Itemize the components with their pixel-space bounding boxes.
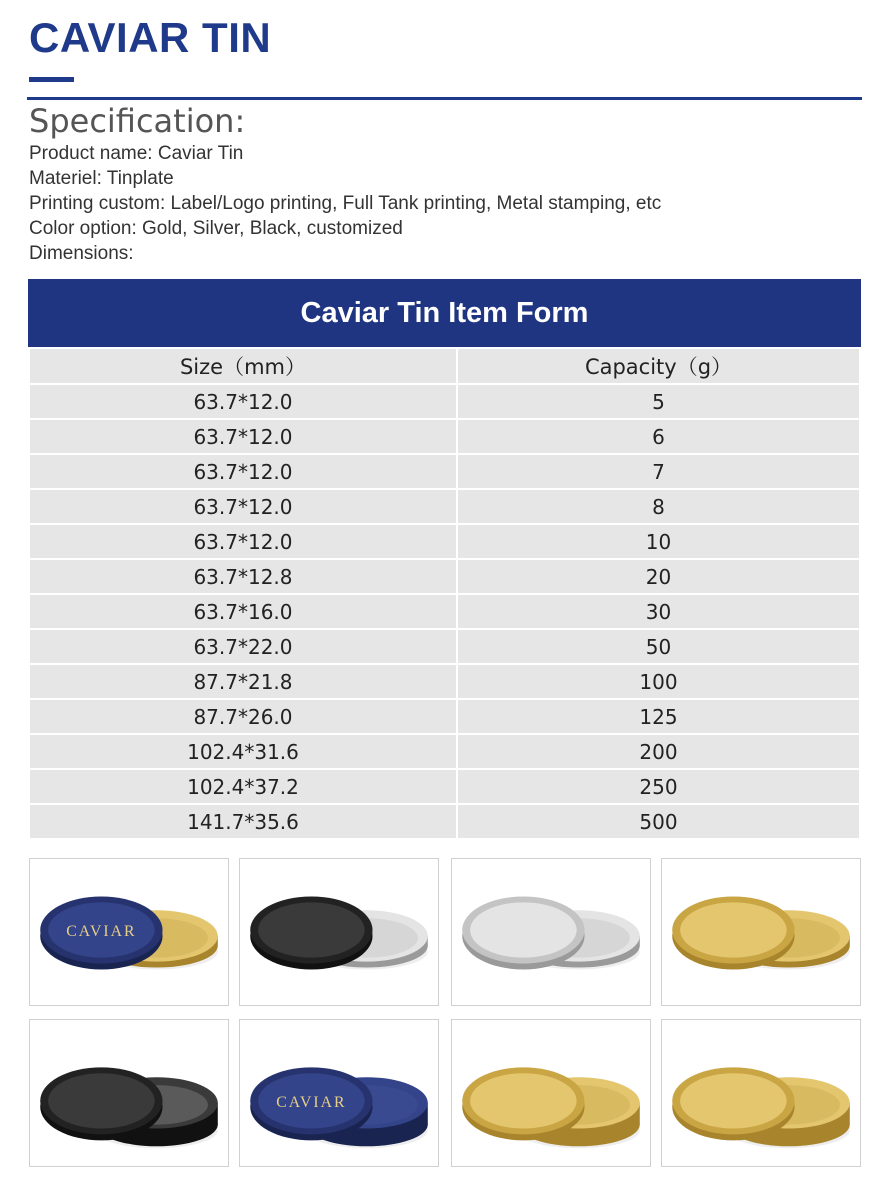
page-title: CAVIAR TIN bbox=[29, 14, 272, 61]
size-cell: 63.7*12.0 bbox=[29, 384, 457, 419]
capacity-cell: 30 bbox=[457, 594, 860, 629]
capacity-cell: 50 bbox=[457, 629, 860, 664]
size-cell: 63.7*12.8 bbox=[29, 559, 457, 594]
capacity-cell: 10 bbox=[457, 524, 860, 559]
table-row bbox=[29, 664, 860, 699]
tin-lid-face bbox=[680, 902, 787, 957]
tin-label-text: CAVIAR bbox=[276, 1093, 347, 1111]
table-row bbox=[29, 384, 860, 419]
tin-illustration bbox=[452, 859, 650, 1005]
capacity-cell: 6 bbox=[457, 419, 860, 454]
table-row bbox=[29, 804, 860, 839]
spec-heading: Specification: bbox=[29, 102, 246, 140]
tin-illustration bbox=[452, 1020, 650, 1166]
spec-color-option: Color option: Gold, Silver, Black, customized bbox=[29, 218, 403, 239]
spec-printing: Printing custom: Label/Logo printing, Full Tank printing, Metal stamping, etc bbox=[29, 193, 662, 214]
table-header-row bbox=[29, 348, 860, 384]
table-row bbox=[29, 419, 860, 454]
tin-lid-face bbox=[680, 1073, 787, 1128]
product-image-gold-deep-tin-2 bbox=[661, 1019, 861, 1167]
size-cell: 87.7*21.8 bbox=[29, 664, 457, 699]
title-underline bbox=[29, 77, 74, 82]
table-row bbox=[29, 454, 860, 489]
capacity-cell: 20 bbox=[457, 559, 860, 594]
capacity-cell: 5 bbox=[457, 384, 860, 419]
column-header-capacity: Capacity（g） bbox=[457, 348, 860, 384]
table-row bbox=[29, 699, 860, 734]
size-cell: 102.4*37.2 bbox=[29, 769, 457, 804]
capacity-cell: 7 bbox=[457, 454, 860, 489]
product-image-black-silver-tin bbox=[239, 858, 439, 1006]
capacity-cell: 8 bbox=[457, 489, 860, 524]
tin-lid-face bbox=[258, 902, 365, 957]
size-cell: 63.7*12.0 bbox=[29, 489, 457, 524]
spec-product-name: Product name: Caviar Tin bbox=[29, 143, 244, 164]
size-cell: 63.7*12.0 bbox=[29, 524, 457, 559]
table-row bbox=[29, 629, 860, 664]
product-image-silver-tin bbox=[451, 858, 651, 1006]
table-row bbox=[29, 489, 860, 524]
tin-illustration bbox=[30, 859, 228, 1005]
divider bbox=[27, 97, 862, 100]
table-row bbox=[29, 734, 860, 769]
product-image-gold-tin-caviar-label bbox=[29, 858, 229, 1006]
tin-illustration bbox=[240, 859, 438, 1005]
product-image-gold-tin bbox=[661, 858, 861, 1006]
table-row bbox=[29, 594, 860, 629]
product-image-gold-deep-tin bbox=[451, 1019, 651, 1167]
capacity-cell: 250 bbox=[457, 769, 860, 804]
table-row bbox=[29, 524, 860, 559]
size-cell: 63.7*16.0 bbox=[29, 594, 457, 629]
capacity-cell: 100 bbox=[457, 664, 860, 699]
capacity-cell: 125 bbox=[457, 699, 860, 734]
table-row bbox=[29, 769, 860, 804]
spec-dimensions: Dimensions: bbox=[29, 243, 134, 264]
table-row bbox=[29, 559, 860, 594]
item-form-title: Caviar Tin Item Form bbox=[28, 279, 861, 347]
tin-lid-face bbox=[48, 1073, 155, 1128]
product-image-navy-caviar-deep-tin bbox=[239, 1019, 439, 1167]
item-form-table bbox=[28, 347, 861, 840]
size-cell: 63.7*22.0 bbox=[29, 629, 457, 664]
tin-illustration bbox=[662, 859, 860, 1005]
tin-label-text: CAVIAR bbox=[66, 922, 137, 940]
capacity-cell: 200 bbox=[457, 734, 860, 769]
size-cell: 63.7*12.0 bbox=[29, 454, 457, 489]
tin-lid-face bbox=[470, 1073, 577, 1128]
column-header-size: Size（mm） bbox=[29, 348, 457, 384]
tin-illustration bbox=[662, 1020, 860, 1166]
size-cell: 141.7*35.6 bbox=[29, 804, 457, 839]
capacity-cell: 500 bbox=[457, 804, 860, 839]
product-image-black-deep-tin bbox=[29, 1019, 229, 1167]
tin-illustration bbox=[240, 1020, 438, 1166]
spec-list bbox=[29, 141, 661, 266]
tin-illustration bbox=[30, 1020, 228, 1166]
size-cell: 63.7*12.0 bbox=[29, 419, 457, 454]
size-cell: 87.7*26.0 bbox=[29, 699, 457, 734]
spec-material: Materiel: Tinplate bbox=[29, 168, 174, 189]
size-cell: 102.4*31.6 bbox=[29, 734, 457, 769]
tin-lid-face bbox=[470, 902, 577, 957]
